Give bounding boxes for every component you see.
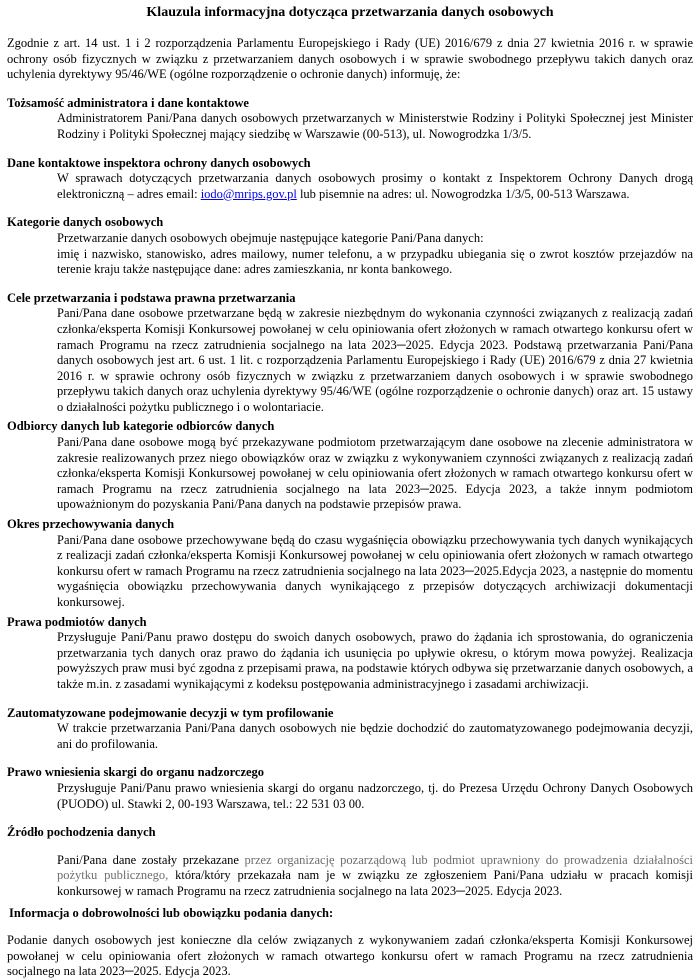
section-body [7, 853, 693, 900]
section-recipients [7, 419, 693, 513]
section-heading: Cele przetwarzania i podstawa prawna przetwarzania [7, 290, 296, 305]
section-heading: Odbiorcy danych lub kategorie odbiorców danych [7, 419, 275, 434]
section-body: Podanie danych osobowych jest konieczne dla celów związanych z wykonywaniem zadań członka/eksperta Komisji Konkursowej powołanej w celu opiniowania ofert złożonych w ramach otwartego konkursu ofert w ramach Programu na rzecz zatrudnienia socjalnego na lata 2023─2025. Edycja 2023. [7, 933, 693, 979]
section-heading: Dane kontaktowe inspektora ochrony danych osobowych [7, 155, 311, 170]
section-body-line: imię i nazwisko, stanowisko, adres mailowy, numer telefonu, a w przypadku ubiegania się o zwrot kosztów przejazdów na terenie kraju także następujące dane: adres zamieszkania, nr konta bankowego. [57, 246, 693, 277]
section-heading: Okres przechowywania danych [7, 517, 175, 532]
section-automated-decisions [7, 706, 693, 753]
section-heading: Prawa podmiotów danych [7, 614, 147, 629]
section-inspector-contact [7, 156, 693, 203]
section-heading: Tożsamość administratora i dane kontaktowe [7, 95, 249, 110]
section-retention [7, 517, 693, 611]
section-body: Przysługuje Pani/Panu prawo wniesienia skargi do organu nadzorczego, tj. do Prezesa Urzędu Ochrony Danych Osobowych (PUODO) ul. Stawki 2, 00-193 Warszawa, tel.: 22 531 03 00. [57, 780, 693, 811]
document-title: Klauzula informacyjna dotycząca przetwarzania danych osobowych [146, 5, 554, 20]
section-body: Pani/Pana dane osobowe przechowywane będą do czasu wygaśnięcia obowiązku przechowywania tych danych wynikających z realizacji zadań członka/eksperta Komisji Konkursowej powołanej w celu opiniowania ofert złożonych w ramach otwartego konkursu ofert w ramach Programu na rzecz zatrudnienia socjalnego na lata 2023─2025.Edycja 2023, a następnie do momentu wygaśnięcia obowiązku przechowywania danych wynikającego z przepisów dotyczących archiwizacji dokumentacji konkursowej. [57, 532, 693, 609]
section-body-line: Przetwarzanie danych osobowych obejmuje następujące kategorie Pani/Pana danych: [57, 230, 484, 245]
section-heading: Zautomatyzowane podejmowanie decyzji w tym profilowanie [7, 705, 334, 720]
section-heading: Informacja o dobrowolności lub obowiązku podania danych: [9, 905, 334, 920]
body-text: Pani/Pana dane zostały przekazane [57, 852, 245, 867]
section-heading: Prawo wniesienia skargi do organu nadzorczego [7, 765, 265, 780]
intro-paragraph: Zgodnie z art. 14 ust. 1 i 2 rozporządzenia Parlamentu Europejskiego i Rady (UE) 2016/679 z dnia 27 kwietnia 2016 r. w sprawie ochrony osób fizycznych w związku z przetwarzaniem danych osobowych i w sprawie swobodnego przepływu takich danych oraz uchylenia dyrektywy 95/46/WE (ogólne rozporządzenie o ochronie danych) informuję, że: [7, 36, 693, 82]
body-text-grey: przez organizację pozarządową lub podmiot uprawniony do prowadzenia działalności pożytku publicznego, [57, 852, 693, 883]
section-data-categories [7, 215, 693, 277]
section-administrator [7, 96, 693, 143]
section-purpose-legal-basis [7, 291, 693, 416]
section-body: Pani/Pana dane osobowe mogą być przekazywane podmiotom przetwarzającym dane osobowe na zlecenie administratora w zakresie realizowanych przez niego obowiązków oraz w związku z wykonywaniem czynności związanych z realizacją zadań członka/eksperta Komisji Konkursowej powołanej w celu opiniowania ofert złożonych w ramach otwartego konkursu ofert w ramach Programu na rzecz zatrudnienia socjalnego na lata 2023─2025. Edycja 2023, a także innym podmiotom upoważnionym do pozyskania Pani/Pana danych na podstawie przepisów prawa. [57, 435, 693, 512]
section-body: Pani/Pana dane osobowe przetwarzane będą w zakresie niezbędnym do wykonania czynności związanych z realizacją zadań członka/eksperta Komisji Konkursowej powołanej w celu opiniowania ofert złożonych w ramach otwartego konkursu ofert w ramach Programu na rzecz zatrudnienia socjalnego na lata 2023─2025. Edycja 2023. Podstawą przetwarzania Pani/Pana danych osobowych jest art. 6 ust. 1 lit. c rozporządzenia Parlamentu Europejskiego i Rady (UE) 2016/679 z dnia 27 kwietnia 2016 r. w sprawie ochrony osób fizycznych w związku z przetwarzaniem danych osobowych i w sprawie swobodnego przepływu takich danych oraz uchylenia dyrektywy 95/46/WE (ogólne rozporządzenie o ochronie danych) oraz art. 15 ustawy o działalności pożytku publicznego i o wolontariacie. [57, 306, 693, 414]
section-body: Przysługuje Pani/Panu prawo dostępu do swoich danych osobowych, prawo do żądania ich sprostowania, do ograniczenia przetwarzania tych danych oraz prawo do żądania ich usunięcia po upływie okresu, o którym mowa powyżej. Realizacja powyższych praw musi być zgodna z przepisami prawa, na podstawie których odbywa się przetwarzanie danych osobowych, a także m.in. z zasadami wynikającymi z kodeksu postępowania administracyjnego i zasadami archiwizacji. [57, 630, 693, 691]
section-rights [7, 615, 693, 693]
section-body: W trakcie przetwarzania Pani/Pana danych osobowych nie będzie dochodzić do zautomatyzowanego podejmowania decyzji, ani do profilowania. [57, 721, 693, 751]
section-heading: Kategorie danych osobowych [7, 215, 164, 230]
body-text: która/który przekazała nam je w związku ze zgłoszeniem Pani/Pana udziału w pracach komisji konkursowej w ramach Programu na rzecz zatrudnienia socjalnego na lata 2023─2025. Edycja 2023. [57, 868, 693, 898]
email-link[interactable]: iodo@mrips.gov.pl [200, 186, 297, 201]
section-body: Administratorem Pani/Pana danych osobowych przetwarzanych w Ministerstwie Rodziny i Polityki Społecznej jest Minister Rodziny i Polityki Społecznej mający siedzibę w Warszawie (00-513), ul. Nowogrodzka 1/3/5. [57, 111, 693, 141]
section-body [7, 171, 693, 202]
body-text: W sprawach dotyczących przetwarzania danych osobowych prosimy o kontakt z Inspektorem Ochrony Danych drogą elektroniczną – adres email: [57, 171, 693, 201]
body-text: lub pisemnie na adres: ul. Nowogrodzka 1/3/5, 00-513 Warszawa. [296, 186, 630, 201]
section-data-source [7, 825, 693, 899]
section-heading: Źródło pochodzenia danych [7, 825, 156, 840]
section-voluntary-info [7, 906, 693, 980]
section-complaint [7, 765, 693, 812]
